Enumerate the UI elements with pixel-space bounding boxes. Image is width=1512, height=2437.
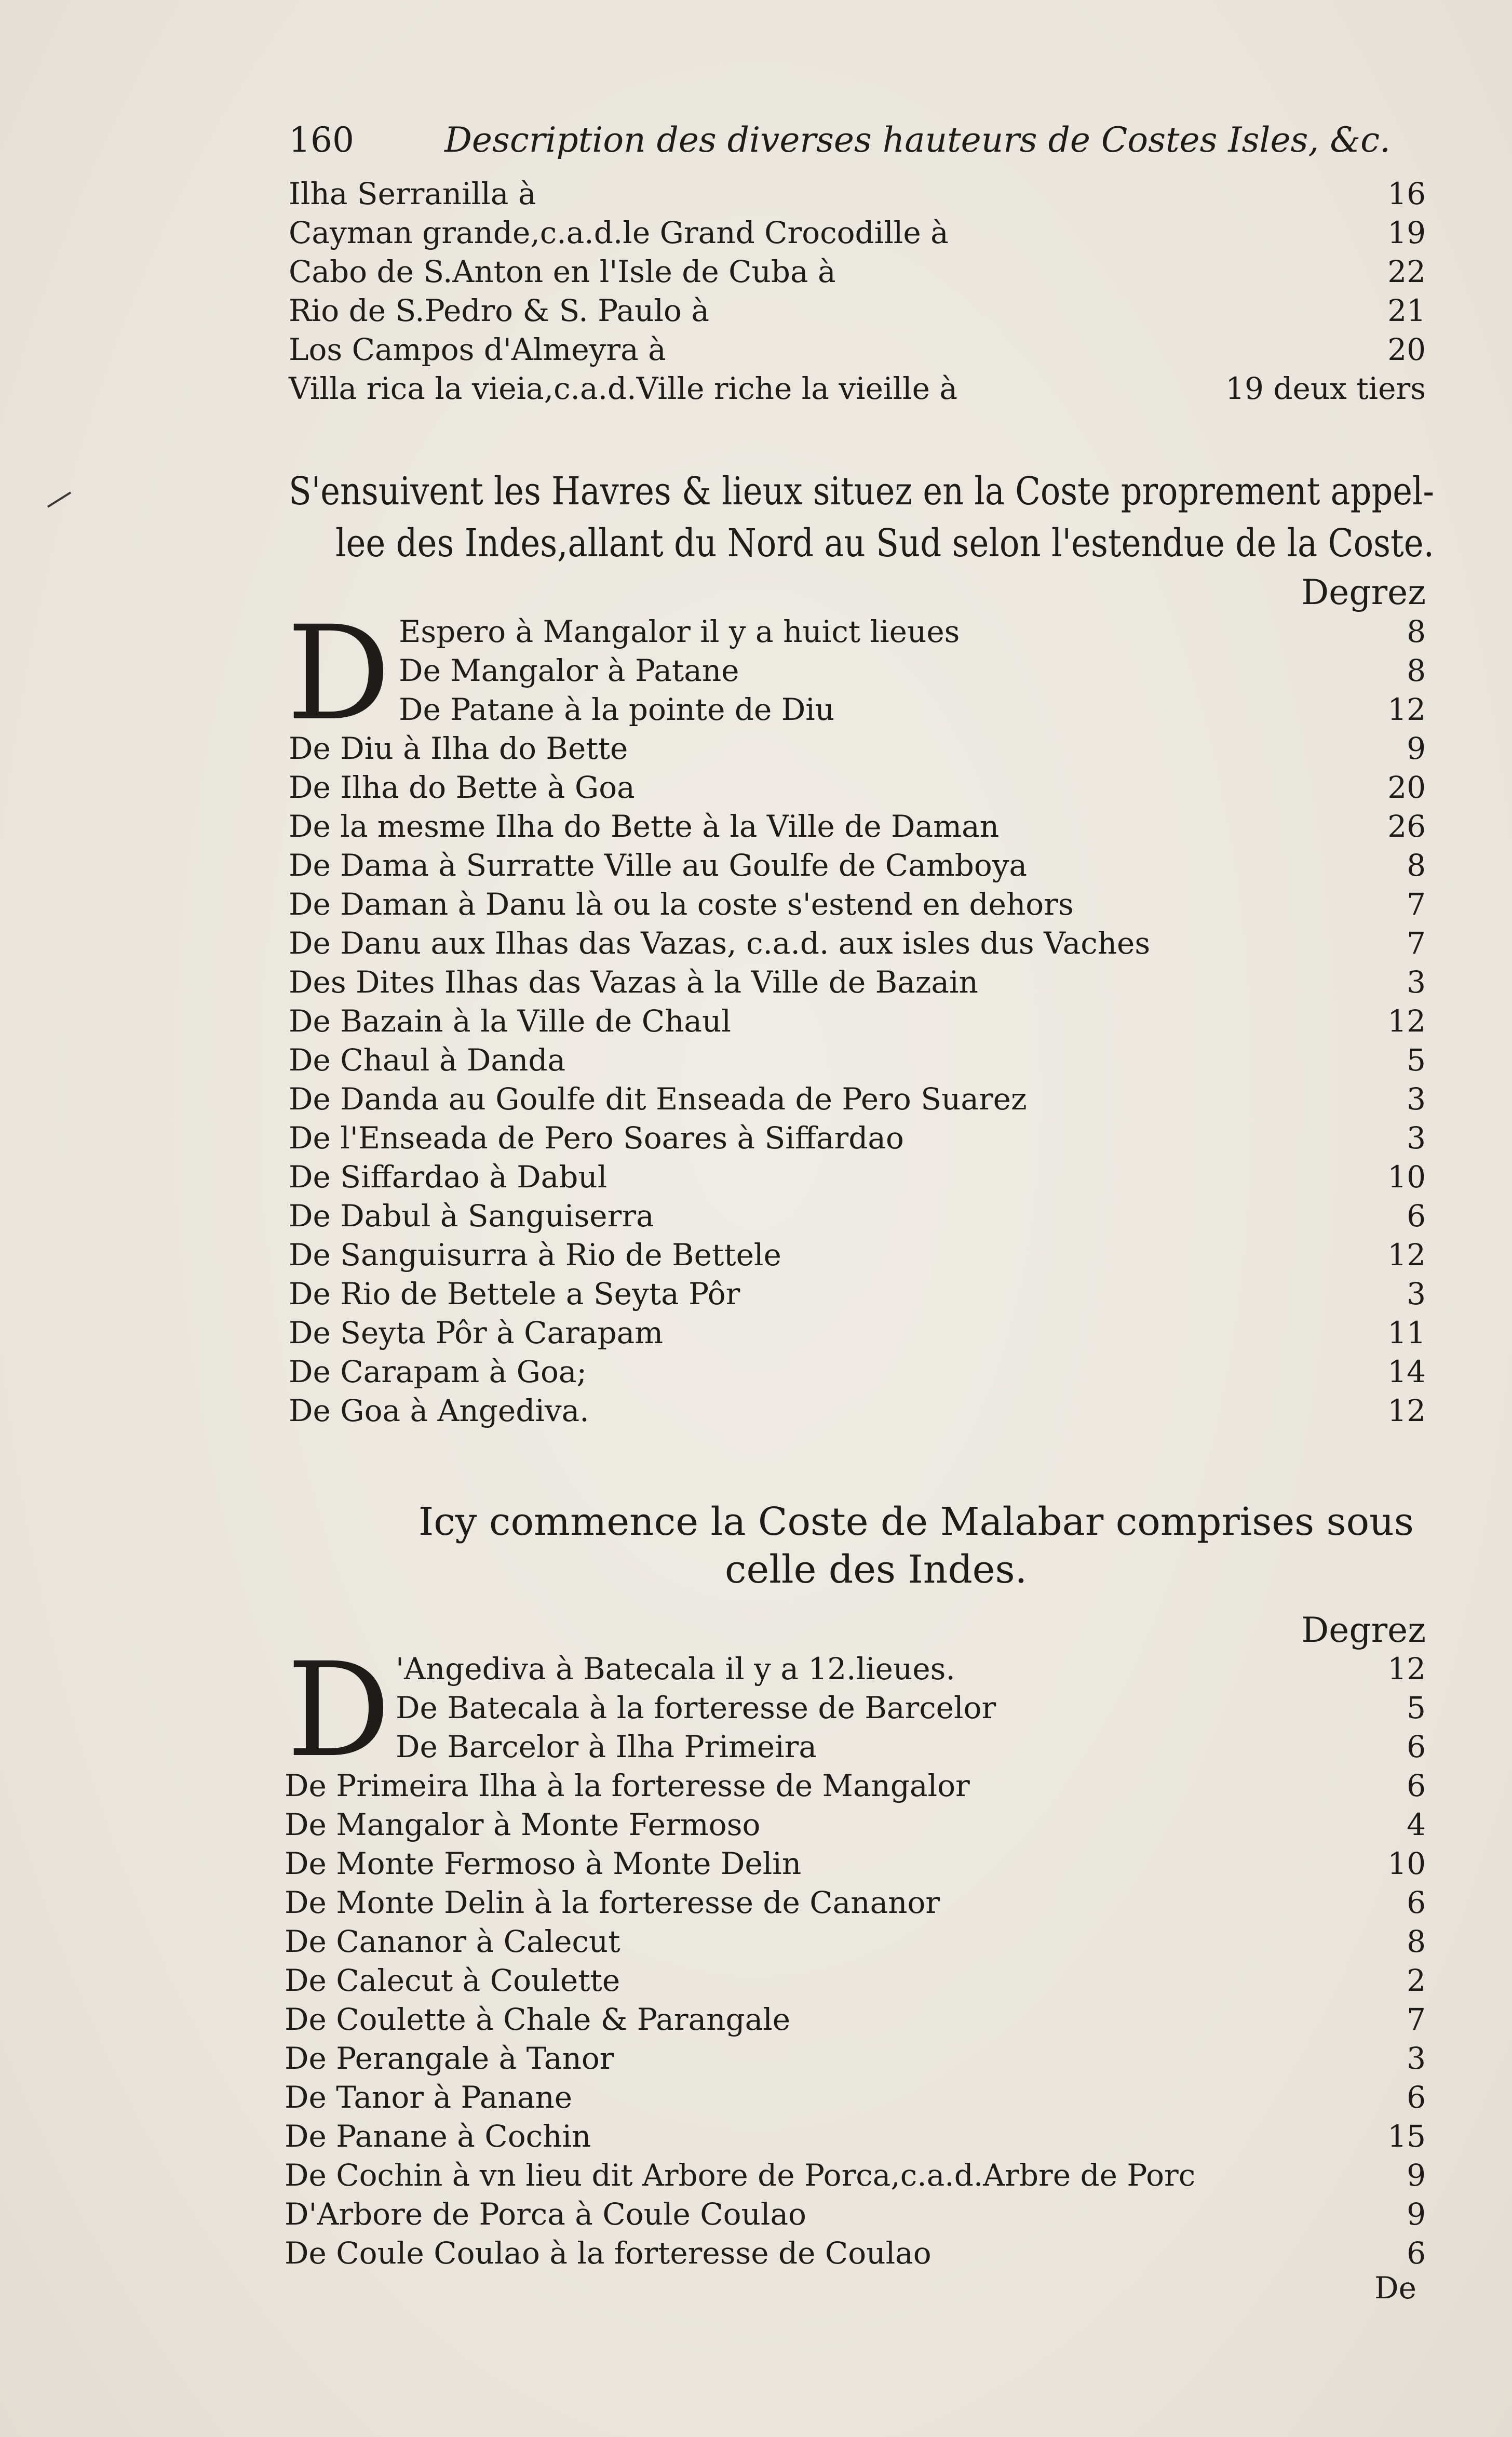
table-row	[0, 369, 1512, 408]
table-row	[0, 846, 1512, 885]
degree-value: 10	[1387, 1159, 1426, 1195]
degree-value: 6	[1407, 1885, 1426, 1920]
place-name: De Goa à Angediva.	[289, 1393, 589, 1428]
table-row	[0, 612, 1512, 651]
table-row	[0, 729, 1512, 768]
table-row	[0, 1275, 1512, 1314]
table-row	[0, 963, 1512, 1002]
place-name: De Monte Fermoso à Monte Delin	[285, 1846, 802, 1881]
table-row	[0, 807, 1512, 846]
place-name: De Panane à Cochin	[285, 2119, 591, 2154]
degree-value: 20	[1387, 332, 1426, 367]
place-name: De Chaul à Danda	[289, 1042, 566, 1078]
degree-value: 12	[1387, 1393, 1426, 1428]
degree-value: 8	[1407, 848, 1426, 883]
degree-value: 7	[1407, 926, 1426, 961]
place-name: De Coule Coulao à la forteresse de Coulao	[285, 2235, 932, 2271]
place-name: De Cochin à vn lieu dit Arbore de Porca,c.a.d.Arbre de Porc	[285, 2158, 1196, 2193]
table-row	[0, 2000, 1512, 2039]
degree-value: 4	[1407, 1807, 1426, 1842]
degree-value: 3	[1407, 1276, 1426, 1311]
table-row	[0, 651, 1512, 690]
place-name: Los Campos d'Almeyra à	[289, 332, 666, 367]
place-name: De la mesme Ilha do Bette à la Ville de Daman	[289, 809, 1000, 844]
table-row	[0, 1728, 1512, 1766]
table-row	[0, 252, 1512, 291]
catchword: De	[1374, 2270, 1416, 2306]
place-name: De Batecala à la forteresse de Barcelor	[396, 1690, 996, 1725]
degree-value: 6	[1407, 1198, 1426, 1234]
degree-value: 20	[1387, 770, 1426, 805]
table-row	[0, 924, 1512, 963]
table-row	[0, 1080, 1512, 1119]
place-name: De Barcelor à Ilha Primeira	[396, 1729, 817, 1764]
degree-value: 12	[1387, 1237, 1426, 1273]
place-name: De Bazain à la Ville de Chaul	[289, 1003, 731, 1039]
place-name: De Carapam à Goa;	[289, 1354, 587, 1389]
table-row	[0, 1197, 1512, 1236]
degree-value: 12	[1387, 1003, 1426, 1039]
table-row	[0, 213, 1512, 252]
degree-value: 6	[1407, 2235, 1426, 2271]
degree-value: 22	[1387, 254, 1426, 289]
degree-value: 3	[1407, 2041, 1426, 2076]
degree-value: 9	[1407, 731, 1426, 766]
place-name: De Perangale à Tanor	[285, 2041, 614, 2076]
table-row	[0, 1766, 1512, 1805]
degree-value: 8	[1407, 614, 1426, 649]
place-name: De Danu aux Ilhas das Vazas, c.a.d. aux isles dus Vaches	[289, 926, 1151, 961]
place-name: D'Arbore de Porca à Coule Coulao	[285, 2197, 806, 2232]
section2-heading-line2: lee des Indes,allant du Nord au Sud selon l'estendue de la Coste.	[335, 521, 1434, 566]
ink-mark	[47, 492, 71, 508]
table-row	[0, 291, 1512, 330]
degrez-label: Degrez	[1301, 1610, 1426, 1650]
place-name: De Ilha do Bette à Goa	[289, 770, 635, 805]
table-row	[0, 1391, 1512, 1430]
table-row	[0, 175, 1512, 213]
degree-value: 8	[1407, 1924, 1426, 1959]
degree-value: 6	[1407, 1768, 1426, 1803]
degree-value: 2	[1407, 1963, 1426, 1998]
place-name: De Monte Delin à la forteresse de Cananor	[285, 1885, 940, 1920]
degree-value: 15	[1387, 2119, 1426, 2154]
degree-value: 21	[1387, 293, 1426, 328]
degree-value: 3	[1407, 1120, 1426, 1156]
table-row	[0, 690, 1512, 729]
place-name: De Primeira Ilha à la forteresse de Mangalor	[285, 1768, 970, 1803]
table-row	[0, 2234, 1512, 2273]
section3-heading-line2: celle des Indes.	[725, 1547, 1028, 1592]
section2-heading-line1: S'ensuivent les Havres & lieux situez en la Coste proprement appel-	[289, 469, 1434, 514]
table-row	[0, 2156, 1512, 2195]
place-name: De Seyta Pôr à Carapam	[289, 1315, 664, 1350]
place-name: De Tanor à Panane	[285, 2080, 573, 2115]
place-name: 'Angediva à Batecala il y a 12.lieues.	[396, 1651, 955, 1686]
table-row	[0, 2078, 1512, 2117]
place-name: De Calecut à Coulette	[285, 1963, 620, 1998]
degree-value: 6	[1407, 2080, 1426, 2115]
place-name: De Dama à Surratte Ville au Goulfe de Camboya	[289, 848, 1028, 883]
running-header	[289, 112, 1426, 169]
place-name: De Mangalor à Monte Fermoso	[285, 1807, 761, 1842]
place-name: De Daman à Danu là ou la coste s'estend en dehors	[289, 887, 1074, 922]
table-row	[0, 1314, 1512, 1353]
table-row	[0, 885, 1512, 924]
table-row	[0, 330, 1512, 369]
place-name: De Rio de Bettele a Seyta Pôr	[289, 1276, 740, 1311]
place-name: De l'Enseada de Pero Soares à Siffardao	[289, 1120, 904, 1156]
header-title: Description des diverses hauteurs de Costes Isles, &c.	[444, 120, 1391, 160]
table-row	[0, 1883, 1512, 1922]
table-row	[0, 2039, 1512, 2078]
table-row	[0, 1353, 1512, 1391]
degree-value: 7	[1407, 887, 1426, 922]
place-name: De Mangalor à Patane	[399, 653, 739, 688]
place-name: De Dabul à Sanguiserra	[289, 1198, 654, 1234]
place-name: De Siffardao à Dabul	[289, 1159, 608, 1195]
table-row	[0, 1922, 1512, 1961]
table-row	[0, 2117, 1512, 2156]
degree-value: 12	[1387, 1651, 1426, 1686]
place-name: Espero à Mangalor il y a huict lieues	[399, 614, 960, 649]
degree-value: 12	[1387, 692, 1426, 727]
table-row	[0, 1805, 1512, 1844]
degree-value: 11	[1387, 1315, 1426, 1350]
place-name: De Sanguisurra à Rio de Bettele	[289, 1237, 781, 1273]
place-name: De Cananor à Calecut	[285, 1924, 620, 1959]
place-name: De Coulette à Chale & Parangale	[285, 2002, 791, 2037]
table-row	[0, 1961, 1512, 2000]
degree-value: 26	[1387, 809, 1426, 844]
table-row	[0, 1119, 1512, 1158]
table-row	[0, 1689, 1512, 1728]
degrez-label: Degrez	[1301, 572, 1426, 612]
place-name: Rio de S.Pedro & S. Paulo à	[289, 293, 709, 328]
place-name: De Danda au Goulfe dit Enseada de Pero Suarez	[289, 1081, 1027, 1117]
degree-value: 5	[1407, 1690, 1426, 1725]
degree-value: 8	[1407, 653, 1426, 688]
degree-value: 7	[1407, 2002, 1426, 2037]
degree-value: 16	[1387, 176, 1426, 211]
degree-value: 10	[1387, 1846, 1426, 1881]
place-name: Cayman grande,c.a.d.le Grand Crocodille à	[289, 215, 949, 250]
degree-value: 19	[1387, 215, 1426, 250]
degree-value: 19 deux tiers	[1225, 371, 1426, 406]
table-row	[0, 2195, 1512, 2234]
degree-value: 6	[1407, 1729, 1426, 1764]
degree-value: 3	[1407, 1081, 1426, 1117]
table-row	[0, 768, 1512, 807]
degree-value: 9	[1407, 2197, 1426, 2232]
drop-cap: D	[287, 598, 391, 749]
section3-heading-line1: Icy commence la Coste de Malabar comprises sous	[419, 1499, 1414, 1544]
place-name: De Patane à la pointe de Diu	[399, 692, 835, 727]
place-name: Cabo de S.Anton en l'Isle de Cuba à	[289, 254, 836, 289]
page-number: 160	[289, 120, 354, 160]
table-row	[0, 1236, 1512, 1275]
place-name: Des Dites Ilhas das Vazas à la Ville de Bazain	[289, 965, 978, 1000]
table-row	[0, 1002, 1512, 1041]
degree-value: 9	[1407, 2158, 1426, 2193]
table-row	[0, 1650, 1512, 1689]
place-name: De Diu à Ilha do Bette	[289, 731, 628, 766]
table-row	[0, 1041, 1512, 1080]
place-name: Ilha Serranilla à	[289, 176, 536, 211]
drop-cap: D	[287, 1635, 391, 1786]
degree-value: 3	[1407, 965, 1426, 1000]
degree-value: 5	[1407, 1042, 1426, 1078]
table-row	[0, 1844, 1512, 1883]
table-row	[0, 1158, 1512, 1197]
place-name: Villa rica la vieia,c.a.d.Ville riche la vieille à	[289, 371, 957, 406]
degree-value: 14	[1387, 1354, 1426, 1389]
